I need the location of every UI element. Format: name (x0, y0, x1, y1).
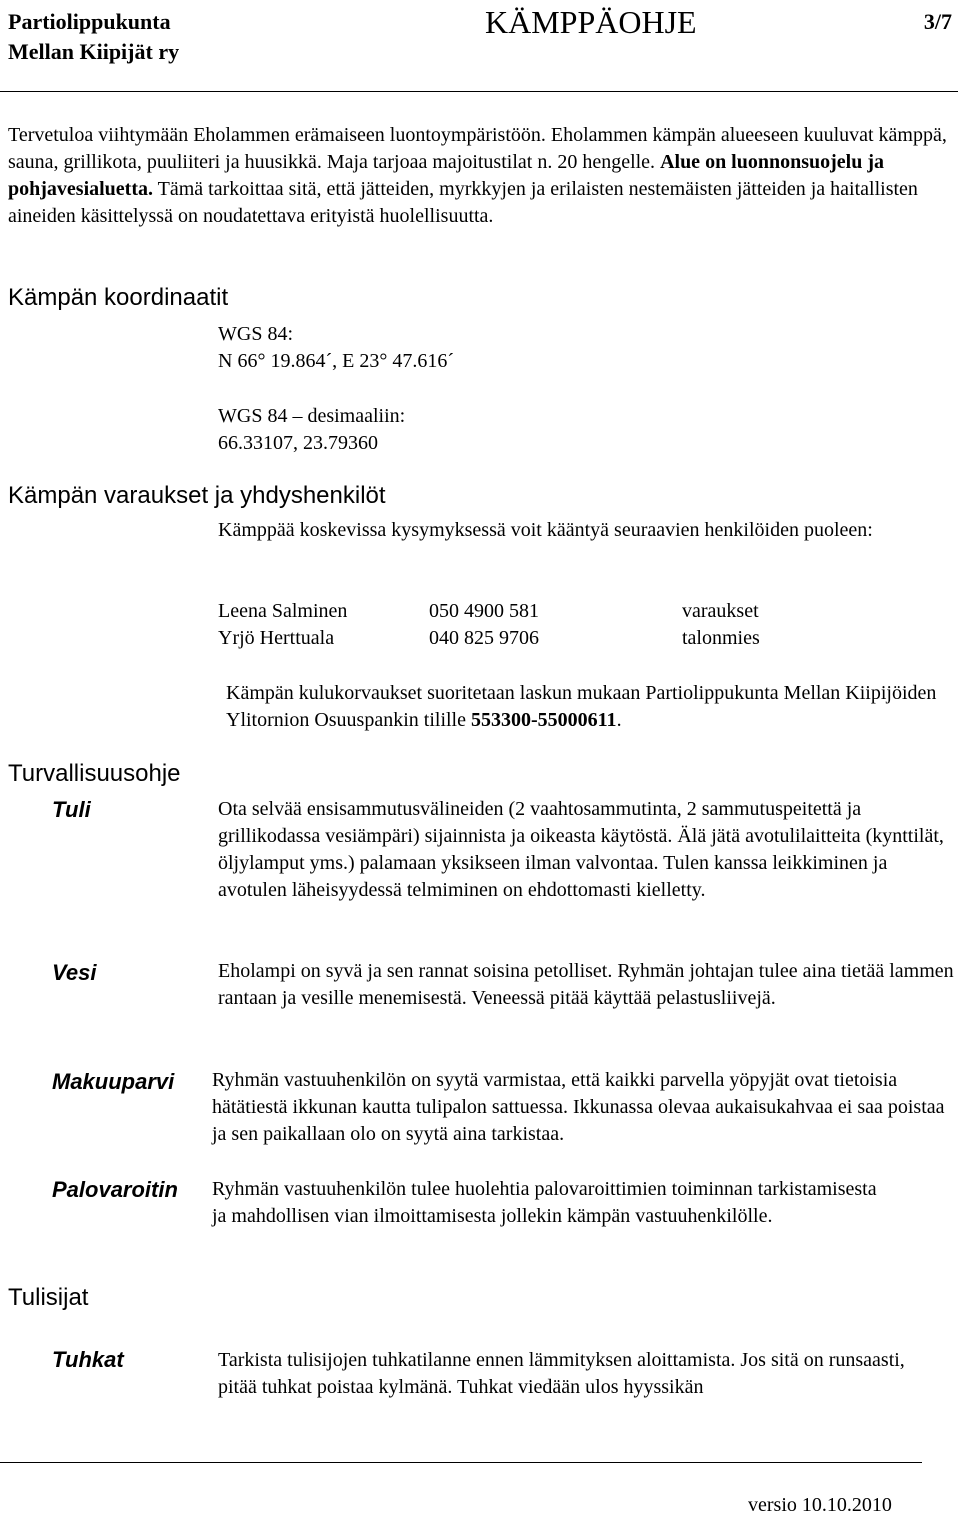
page-number: 3/7 (923, 9, 952, 34)
page-title: KÄMPPÄOHJE (485, 4, 697, 40)
safety-heading: Turvallisuusohje (8, 760, 181, 787)
intro-bold-notice: Alue on luonnonsuojelu ja pohjavesialuetta. (8, 151, 885, 200)
footer-version: versio 10.10.2010 (748, 1494, 892, 1516)
contact-name: Leena Salminen (218, 600, 348, 622)
safety-label-smoke-alarm: Palovaroitin (52, 1177, 178, 1202)
coords-dec-label: WGS 84 – desimaaliin: (218, 405, 406, 427)
safety-label-loft: Makuuparvi (52, 1069, 175, 1094)
safety-label-water: Vesi (52, 960, 97, 985)
contact-name: Yrjö Herttuala (218, 627, 335, 649)
fireplaces-heading: Tulisijat (8, 1284, 89, 1311)
coords-wgs-label: WGS 84: (218, 323, 293, 345)
header-org-name: Mellan Kiipijät ry (8, 39, 180, 64)
coords-dec-value: 66.33107, 23.79360 (218, 432, 378, 454)
safety-label-fire: Tuli (52, 797, 91, 822)
footer-rule (0, 1462, 922, 1463)
fireplaces-text-ash: Tarkista tulisijojen tuhkatilanne ennen lämmityksen aloittamista. Jos sitä on runsaasti, pitää tuhkat poistaa kylmänä. Tuhkat viedään ulos hyyssikän (218, 1349, 905, 1398)
payment-end: . (616, 709, 622, 731)
bank-account: 553300-55000611 (471, 709, 617, 731)
intro-text-2: Tämä tarkoittaa sitä, että jätteiden, myrkkyjen ja erilaisten nestemäisten jätteiden ja haitallisten aineiden käsittelyssä on noudatettava erityistä huolellisuutta. (8, 178, 918, 227)
contact-role: varaukset (682, 600, 759, 622)
payment-paragraph (226, 680, 956, 734)
contact-phone: 050 4900 581 (429, 600, 539, 622)
safety-text-water: Eholampi on syvä ja sen rannat soisina petolliset. Ryhmän johtajan tulee aina tietää lammen rantaan ja vesille menemisestä. Veneessä pitää käyttää pelastusliivejä. (218, 960, 954, 1009)
header-org: Partiolippukunta (8, 9, 171, 34)
safety-text-loft: Ryhmän vastuuhenkilön on syytä varmistaa, että kaikki parvella yöpyjät ovat tietoisia hätätiestä ikkunan kautta tulipalon sattuessa. Ikkunassa olevaa aukaisukahvaa ei saa poistaa ja sen paikallaan olo on syytä aina tarkistaa. (212, 1069, 945, 1145)
coords-wgs-value: N 66° 19.864´, E 23° 47.616´ (218, 350, 454, 372)
fireplaces-label-ash: Tuhkat (52, 1347, 124, 1372)
intro-paragraph (8, 122, 953, 230)
payment-text: Kämpän kulukorvaukset suoritetaan laskun mukaan Partiolippukunta Mellan Kiipijöiden Ylitornion Osuuspankin tilille (226, 682, 937, 731)
safety-text-fire: Ota selvää ensisammutusvälineiden (2 vaahtosammutinta, 2 sammutuspeitettä ja grillikodassa vesiämpäri) sijainnista ja oikeasta käytöstä. Älä jätä avotulilaitteita (kynttilät, öljylamput yms.) palamaan yksikseen ilman valvontaa. Tulen kanssa leikkiminen ja avotulen läheisyydessä telmiminen on ehdottomasti kielletty. (218, 798, 944, 901)
contacts-intro: Kämppää koskevissa kysymyksessä voit kääntyä seuraavien henkilöiden puoleen: (218, 519, 873, 541)
header-rule (0, 91, 958, 92)
contacts-heading: Kämpän varaukset ja yhdyshenkilöt (8, 482, 386, 509)
contact-phone: 040 825 9706 (429, 627, 539, 649)
safety-text-smoke-alarm: Ryhmän vastuuhenkilön tulee huolehtia palovaroittimien toiminnan tarkistamisesta ja mahdollisen vian ilmoittamisesta jollekin kämpän vastuuhenkilölle. (212, 1178, 877, 1227)
coords-heading: Kämpän koordinaatit (8, 284, 229, 311)
contact-role: talonmies (682, 627, 760, 649)
intro-text: Tervetuloa viihtymään Eholammen erämaiseen luontoympäristöön. Eholammen kämpän alueeseen kuuluvat kämppä, sauna, grillikota, puuliiteri ja huusikkä. Maja tarjoaa majoitustilat n. 20 hengelle. (8, 124, 947, 173)
